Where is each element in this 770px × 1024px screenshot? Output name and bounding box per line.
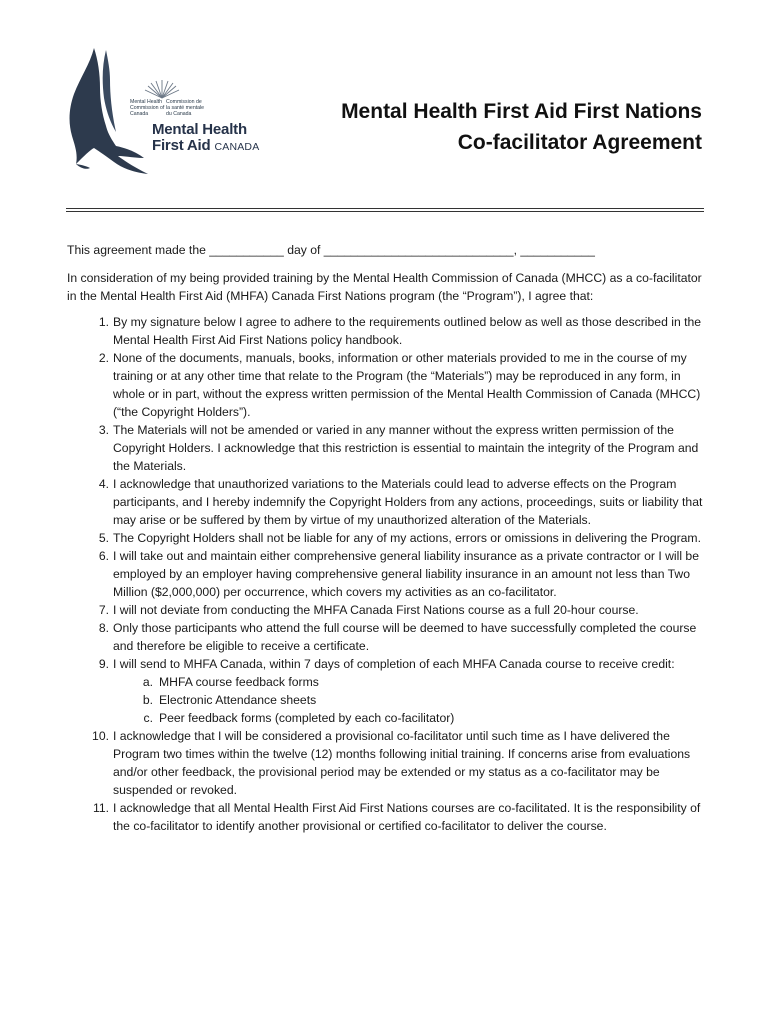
list-item: 8. Only those participants who attend the full course will be deemed to have successfully completed the course and therefore be eligible to receive a certificate. — [98, 621, 697, 653]
list-item: 10. I acknowledge that I will be considered a provisional co-facilitator until such time as I have delivered the Program two times within the twelve (12) months following initial training. If concerns arise from evaluations and/or other feedback, the provisional period may be extended or my status as a co-facilitator may be suspended or revoked. — [92, 729, 691, 797]
title-line-2: Co-facilitator Agreement — [457, 131, 702, 154]
document-title — [341, 96, 702, 158]
agreement-body — [67, 241, 707, 835]
sub-list-item: b. Electronic Attendance sheets — [142, 693, 317, 707]
list-item: 2. None of the documents, manuals, books, information or other materials provided to me in the course of my training or at any other time that relate to the Program (the “Materials”) may be reproduced in any form, in whole or in part, without the express written permission of the Mental Health Commission of Canada (MHCC) (“the Copyright Holders”). — [98, 351, 701, 419]
header-rule-bottom — [66, 211, 704, 212]
brand-line-1: Mental Health — [152, 121, 247, 138]
list-item: 1. By my signature below I agree to adhere to the requirements outlined below as well as those described in the Mental Health First Aid First Nations policy handbook. — [98, 315, 702, 347]
agreement-date-line: This agreement made the ___________ day of ____________________________, ___________ — [67, 243, 595, 257]
brand-country: CANADA — [214, 141, 260, 153]
title-line-1: Mental Health First Aid First Nations — [341, 100, 702, 123]
agreement-terms-list — [67, 313, 707, 835]
mhfa-logo — [56, 44, 286, 179]
list-item: 3. The Materials will not be amended or varied in any manner without the express written permission of the Copyright Holders. I acknowledge that this restriction is essential to maintain the integrity of the Program and the Materials. — [98, 423, 699, 473]
sub-list-item: a. MHFA course feedback forms — [142, 675, 319, 689]
list-item: 7. I will not deviate from conducting the MHFA Canada First Nations course as a full 20-hour course. — [98, 603, 639, 617]
agreement-intro: In consideration of my being provided training by the Mental Health Commission of Canada (MHCC) as a co-facilitator in the Mental Health First Aid (MHFA) Canada First Nations program (the “Program”), I agree that: — [67, 271, 702, 303]
required-submissions-list — [113, 673, 707, 727]
brand-line-2 — [152, 137, 259, 154]
sub-list-item: c. Peer feedback forms (completed by each co-facilitator) — [143, 711, 455, 725]
list-item: 11. I acknowledge that all Mental Health First Aid First Nations courses are co-facilitated. It is the responsibility of the co-facilitator to identify another provisional or certified co-facilitator to deliver the course. — [92, 801, 701, 833]
list-item: 5. The Copyright Holders shall not be liable for any of my actions, errors or omissions in delivering the Program. — [98, 531, 701, 545]
header-rule-top — [66, 208, 704, 209]
list-item: 4. I acknowledge that unauthorized variations to the Materials could lead to adverse effects on the Program participants, and I hereby indemnify the Copyright Holders from any actions, proceedings, suits or liability that may arise or be suffered by them by virtue of my unauthorized alteration of the Materials. — [98, 477, 703, 527]
list-item: 6. I will take out and maintain either comprehensive general liability insurance as a private contractor or I will be employed by an employer having comprehensive general liability insurance in an amount not less than Two Million ($2,000,000) per occurrence, which covers my activities as an co-facilitator. — [98, 549, 699, 599]
org-name-french: Commission de la santé mentale du Canada — [166, 99, 205, 117]
list-item: 9. I will send to MHFA Canada, within 7 days of completion of each MHFA Canada course to receive credit: a. MHFA course feedback forms b. Electronic Attendance sheets c. Peer feedback forms (completed by each co-facilitator) — [113, 655, 707, 727]
brand-first-aid: First Aid — [152, 137, 211, 154]
org-name-english: Mental Health Commission of Canada — [130, 99, 165, 117]
